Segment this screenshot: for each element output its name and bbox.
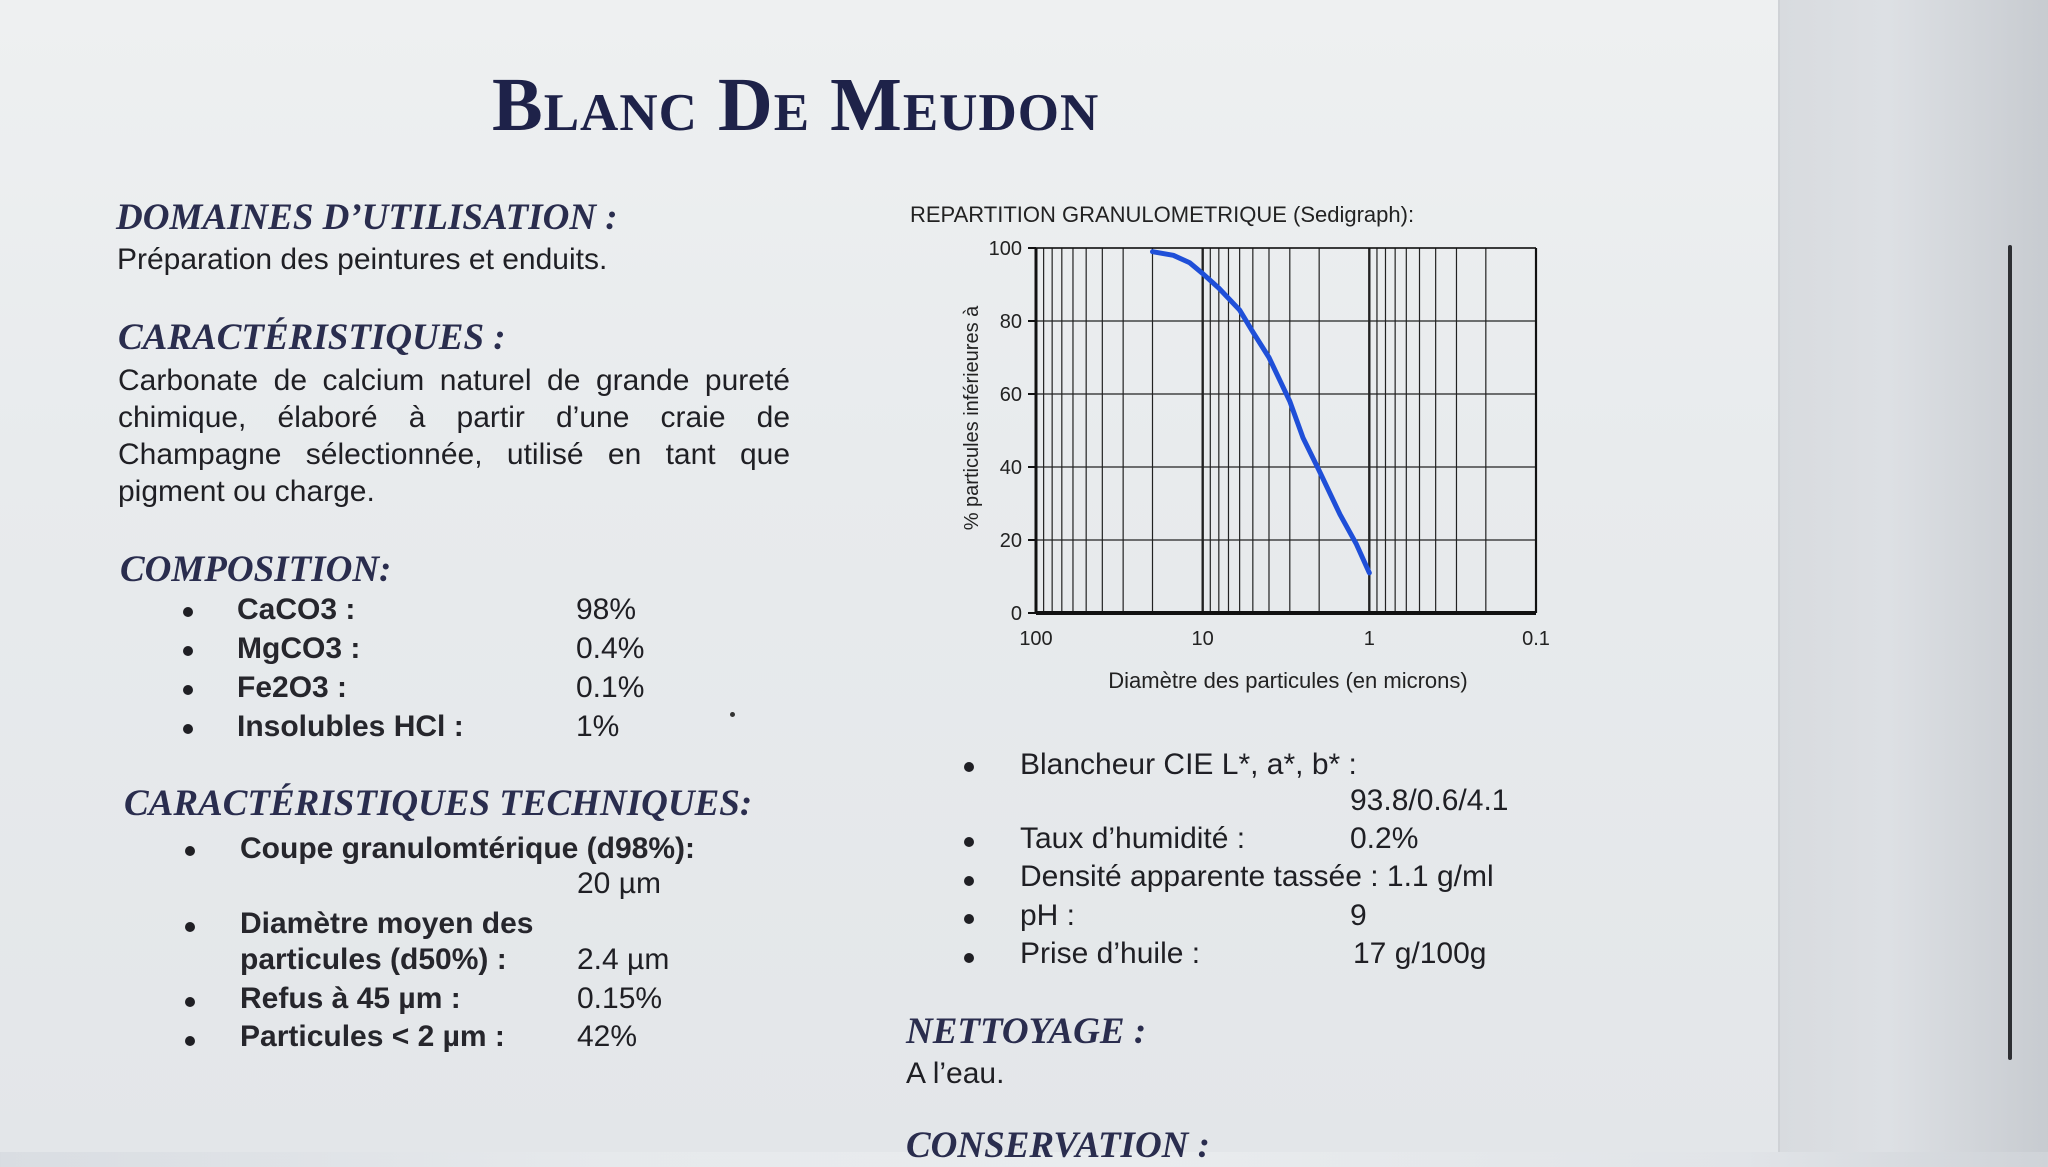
x-tick-label: 100: [1019, 628, 1053, 650]
chart-y-axis-label: % particules inférieures à: [961, 305, 983, 531]
bullet: [183, 607, 193, 617]
chart-axes: [1036, 248, 1536, 613]
series-line: [1152, 252, 1369, 573]
property-label: Densité apparente tassée : 1.1 g/ml: [1020, 860, 1494, 893]
x-tick-label: 1: [1363, 628, 1375, 650]
chart-title: REPARTITION GRANULOMETRIQUE (Sedigraph):: [910, 202, 1415, 227]
composition-label: CaCO3 :: [237, 593, 356, 626]
composition-value: 1%: [576, 710, 620, 743]
y-tick-label: 60: [999, 384, 1022, 406]
caracteristiques-text: Carbonate de calcium naturel de grande pureté chimique, élaboré à partir d’une craie de Champagne sélectionnée, utilisé en tant que pigment ou charge.: [118, 364, 790, 508]
domaines-text: Préparation des peintures et enduits.: [117, 243, 608, 276]
bullet: [185, 846, 195, 856]
techniques-label: Coupe granulomtérique (d98%):: [240, 832, 696, 865]
y-tick-label: 40: [999, 457, 1022, 479]
bullet: [185, 922, 195, 932]
heading-nettoyage: NETTOYAGE :: [906, 1011, 1147, 1052]
bullet: [183, 724, 193, 734]
property-label: Prise d’huile :: [1020, 937, 1201, 970]
composition-value: 0.1%: [576, 671, 645, 704]
techniques-label: Diamètre moyen des: [240, 907, 534, 940]
bullet: [185, 1036, 195, 1046]
heading-techniques: CARACTÉRISTIQUES TECHNIQUES:: [124, 783, 753, 824]
property-value: 93.8/0.6/4.1: [1350, 784, 1509, 817]
composition-label: Fe2O3 :: [237, 671, 348, 704]
techniques-label: Refus à 45 µm :: [240, 982, 461, 1015]
property-label: pH :: [1020, 899, 1076, 932]
y-tick-label: 80: [999, 311, 1022, 333]
techniques-label: Particules < 2 µm :: [240, 1020, 505, 1053]
composition-label: MgCO3 :: [237, 632, 361, 665]
composition-label: Insolubles HCl :: [237, 710, 464, 743]
bullet: [964, 914, 974, 924]
heading-caracteristiques: CARACTÉRISTIQUES :: [118, 317, 506, 358]
x-tick-label: 0.1: [1522, 628, 1550, 650]
property-label: Taux d’humidité :: [1020, 822, 1246, 855]
bullet: [964, 837, 974, 847]
techniques-label-line2: particules (d50%) :: [240, 943, 507, 976]
heading-conservation: CONSERVATION :: [906, 1125, 1210, 1166]
bullet: [964, 876, 974, 886]
x-tick-label: 10: [1191, 628, 1214, 650]
property-value: 17 g/100g: [1353, 937, 1487, 970]
chart-grid-horizontal: [1036, 248, 1536, 613]
bullet: [183, 685, 193, 695]
heading-composition: COMPOSITION:: [120, 549, 392, 590]
y-tick-label: 0: [1010, 603, 1022, 625]
chart-x-axis-label: Diamètre des particules (en microns): [1108, 668, 1468, 693]
property-label: Blancheur CIE L*, a*, b* :: [1020, 748, 1357, 781]
document-title: Blanc De Meudon: [492, 63, 1100, 147]
chart-series: [1152, 252, 1369, 573]
scrollbar[interactable]: [2008, 245, 2012, 1060]
bullet: [964, 953, 974, 963]
chart-y-ticks: [989, 238, 1036, 625]
chart-grid-vertical: [1036, 248, 1536, 613]
composition-value: 0.4%: [576, 632, 645, 665]
y-tick-label: 100: [988, 238, 1022, 260]
y-tick-label: 20: [999, 530, 1022, 552]
property-value: 9: [1350, 899, 1367, 932]
composition-value: 98%: [576, 593, 637, 626]
bullet: [185, 997, 195, 1007]
techniques-value: 2.4 µm: [577, 943, 670, 976]
techniques-value: 42%: [577, 1020, 638, 1053]
techniques-value: 20 µm: [577, 867, 661, 900]
bullet: [964, 762, 974, 772]
nettoyage-text: A l’eau.: [906, 1057, 1005, 1090]
granulometry-chart: [950, 228, 1550, 708]
stray-mark: [730, 712, 735, 717]
techniques-value: 0.15%: [577, 982, 663, 1015]
heading-domaines: DOMAINES D’UTILISATION :: [116, 197, 618, 238]
property-value: 0.2%: [1350, 822, 1419, 855]
bullet: [183, 646, 193, 656]
chart-x-ticks: [1019, 628, 1550, 650]
